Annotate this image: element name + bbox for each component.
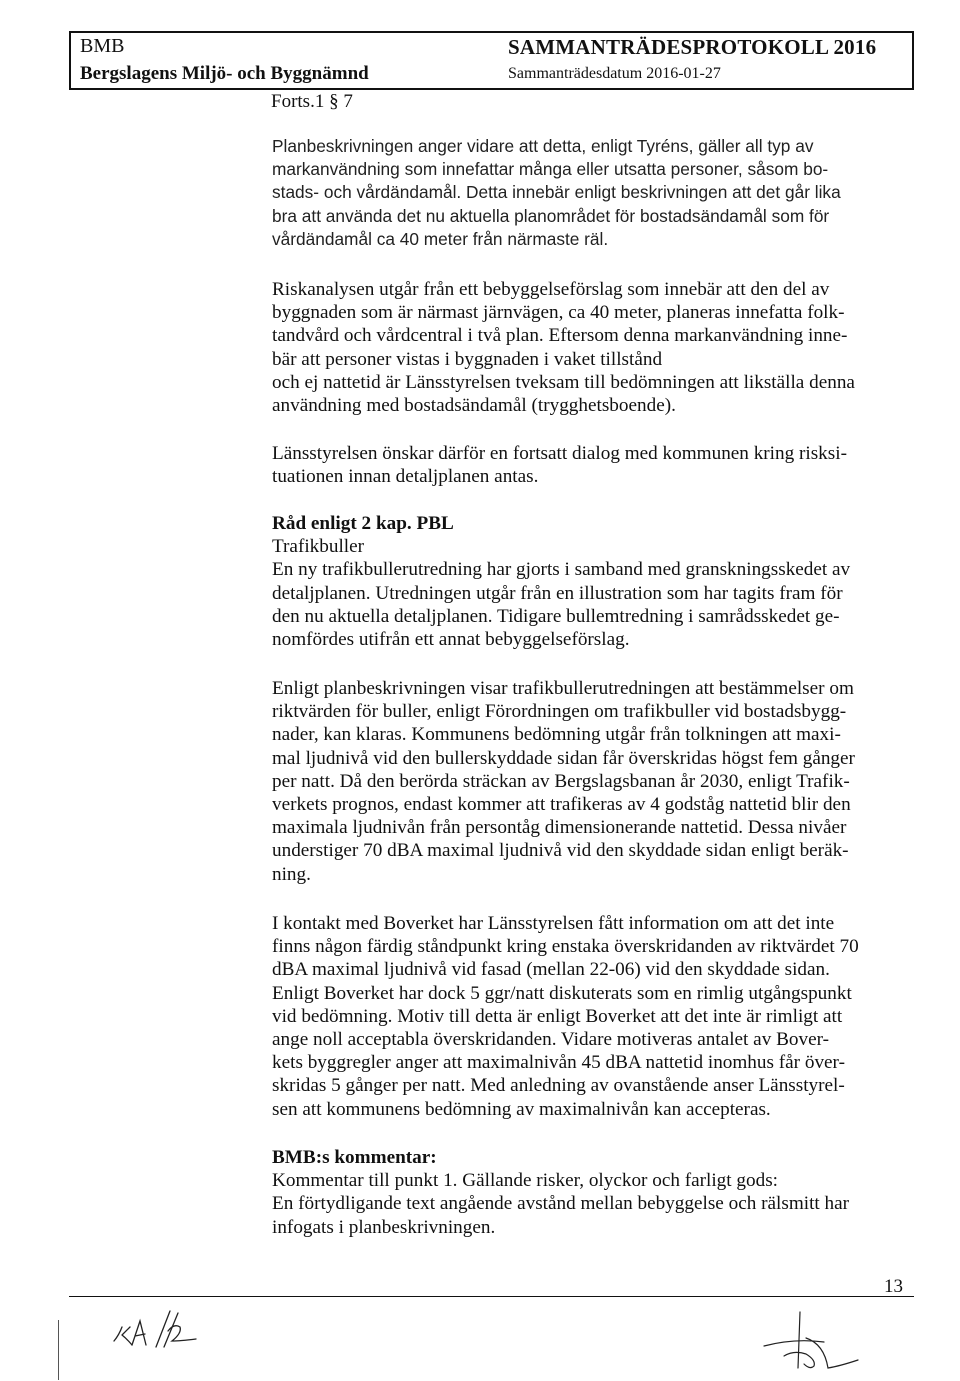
text-line: nomfördes utifrån ett annat bebyggelseförslag. <box>272 629 630 651</box>
signature-left-icon <box>110 1305 200 1355</box>
text-line: Riskanalysen utgår från ett bebyggelseförslag som innebär att den del av <box>272 279 830 300</box>
text-line: tuationen innan detaljplanen antas. <box>272 466 539 488</box>
text-line: tandvård och vårdcentral i två plan. Eftersom denna markanvändning inne- <box>272 325 848 347</box>
text-line: infogats i planbeskrivningen. <box>272 1216 496 1238</box>
text-line: maximala ljudnivån från persontåg dimensionerande nattetid. Dessa nivåer <box>272 817 847 839</box>
text-line: per natt. Då den berörda sträckan av Bergslagsbanan år 2030, enligt Trafik- <box>272 770 850 792</box>
margin-line <box>58 1320 59 1380</box>
text-line: bra att använda det nu aktuella planområdet för bostadsändamål som för <box>272 205 830 226</box>
protocol-title: SAMMANTRÄDESPROTOKOLL 2016 <box>508 35 877 59</box>
text-line: dBA maximal ljudnivå vid fasad (mellan 22-06) vid den skyddade sidan. <box>272 959 830 981</box>
text-line: användning med bostadsändamål (trygghetsboende). <box>272 395 676 417</box>
text-line: nader, kan klaras. Kommunens bedömning utgår från tolkningen att maxi- <box>272 724 841 746</box>
text-line: skridas 5 gånger per natt. Med anledning av ovanstående anser Länsstyrel- <box>272 1075 845 1097</box>
text-line: ange noll acceptabla överskridanden. Vidare motiveras antalet av Bover- <box>272 1029 829 1051</box>
section-heading: BMB:s kommentar: <box>272 1147 437 1168</box>
text-line: Länsstyrelsen önskar därför en fortsatt dialog med kommunen kring risksi- <box>272 443 847 464</box>
text-line: markanvändning som innefattar många eller utsatta personer, såsom bo- <box>272 159 829 180</box>
text-line: mal ljudnivå vid den bullerskyddade sidan får överskridas högst fem gånger <box>272 747 855 769</box>
footer-divider <box>69 1296 914 1297</box>
text-line: bär att personer vistas i byggnaden i vaket tillstånd <box>272 348 663 370</box>
text-line: detaljplanen. Utredningen utgår från en illustration som har tagits fram för <box>272 582 843 604</box>
text-line: En förtydligande text angående avstånd mellan bebyggelse och rälsmitt har <box>272 1193 850 1215</box>
text-line: Trafikbuller <box>272 536 365 558</box>
organization-abbr: BMB <box>80 35 125 57</box>
text-line: Enligt planbeskrivningen visar trafikbullerutredningen att bestämmelser om <box>272 678 854 699</box>
paragraph-bullerutredning <box>272 677 855 886</box>
text-line: kets byggregler anger att maximalnivån 45 dBA nattetid inomhus får över- <box>272 1052 845 1074</box>
signature-right-icon <box>754 1308 884 1378</box>
text-line: ning. <box>272 863 311 885</box>
text-line: verkets prognos, endast kommer att trafikeras av 4 godståg nattetid blir den <box>272 794 851 816</box>
text-line: stads- och vårdändamål. Detta innebär enligt beskrivningen att det går lika <box>272 182 841 203</box>
text-line: vårdändamål ca 40 meter från närmaste räl. <box>272 228 609 249</box>
text-line: En ny trafikbullerutredning har gjorts i samband med granskningsskedet av <box>272 559 851 581</box>
paragraph-boverket <box>272 912 859 1121</box>
protocol-header <box>69 31 914 90</box>
text-line: byggnaden som är närmast järnvägen, ca 40 meter, planeras innefatta folk- <box>272 302 845 324</box>
text-line: vid bedömning. Motiv till detta är enligt Boverket att det inte är rimligt att <box>272 1005 843 1027</box>
meeting-date: Sammanträdesdatum 2016-01-27 <box>508 65 721 82</box>
paragraph-dialog <box>272 442 847 488</box>
page-number: 13 <box>884 1276 903 1297</box>
section-heading: Råd enligt 2 kap. PBL <box>272 513 454 534</box>
section-bmb-comment <box>272 1146 849 1239</box>
section-rad-pbl <box>272 512 850 651</box>
text-line: Kommentar till punkt 1. Gällande risker, olyckor och farligt gods: <box>272 1170 778 1192</box>
text-line: den nu aktuella detaljplanen. Tidigare bullemtredning i samrådsskedet ge- <box>272 605 840 627</box>
text-line: understiger 70 dBA maximal ljudnivå vid den skyddade sidan enligt beräk- <box>272 840 849 862</box>
text-line: I kontakt med Boverket har Länsstyrelsen fått information om att det inte <box>272 913 835 934</box>
text-line: sen att kommunens bedömning av maximalnivån kan accepteras. <box>272 1098 771 1120</box>
paragraph-planbeskrivning <box>272 135 841 251</box>
continuation-label: Forts.1 § 7 <box>271 91 353 112</box>
text-line: Enligt Boverket har dock 5 ggr/natt diskuterats som en rimlig utgångspunkt <box>272 982 852 1004</box>
paragraph-riskanalys <box>272 278 855 417</box>
text-line: Planbeskrivningen anger vidare att detta, enligt Tyréns, gäller all typ av <box>272 136 814 156</box>
board-name: Bergslagens Miljö- och Byggnämnd <box>80 63 369 84</box>
text-line: och ej nattetid är Länsstyrelsen tveksam till bedömningen att likställa denna <box>272 371 855 393</box>
text-line: riktvärden för buller, enligt Förordningen om trafikbuller vid bostadsbygg- <box>272 701 847 723</box>
text-line: finns någon färdig ståndpunkt kring enstaka överskridanden av riktvärdet 70 <box>272 936 859 958</box>
